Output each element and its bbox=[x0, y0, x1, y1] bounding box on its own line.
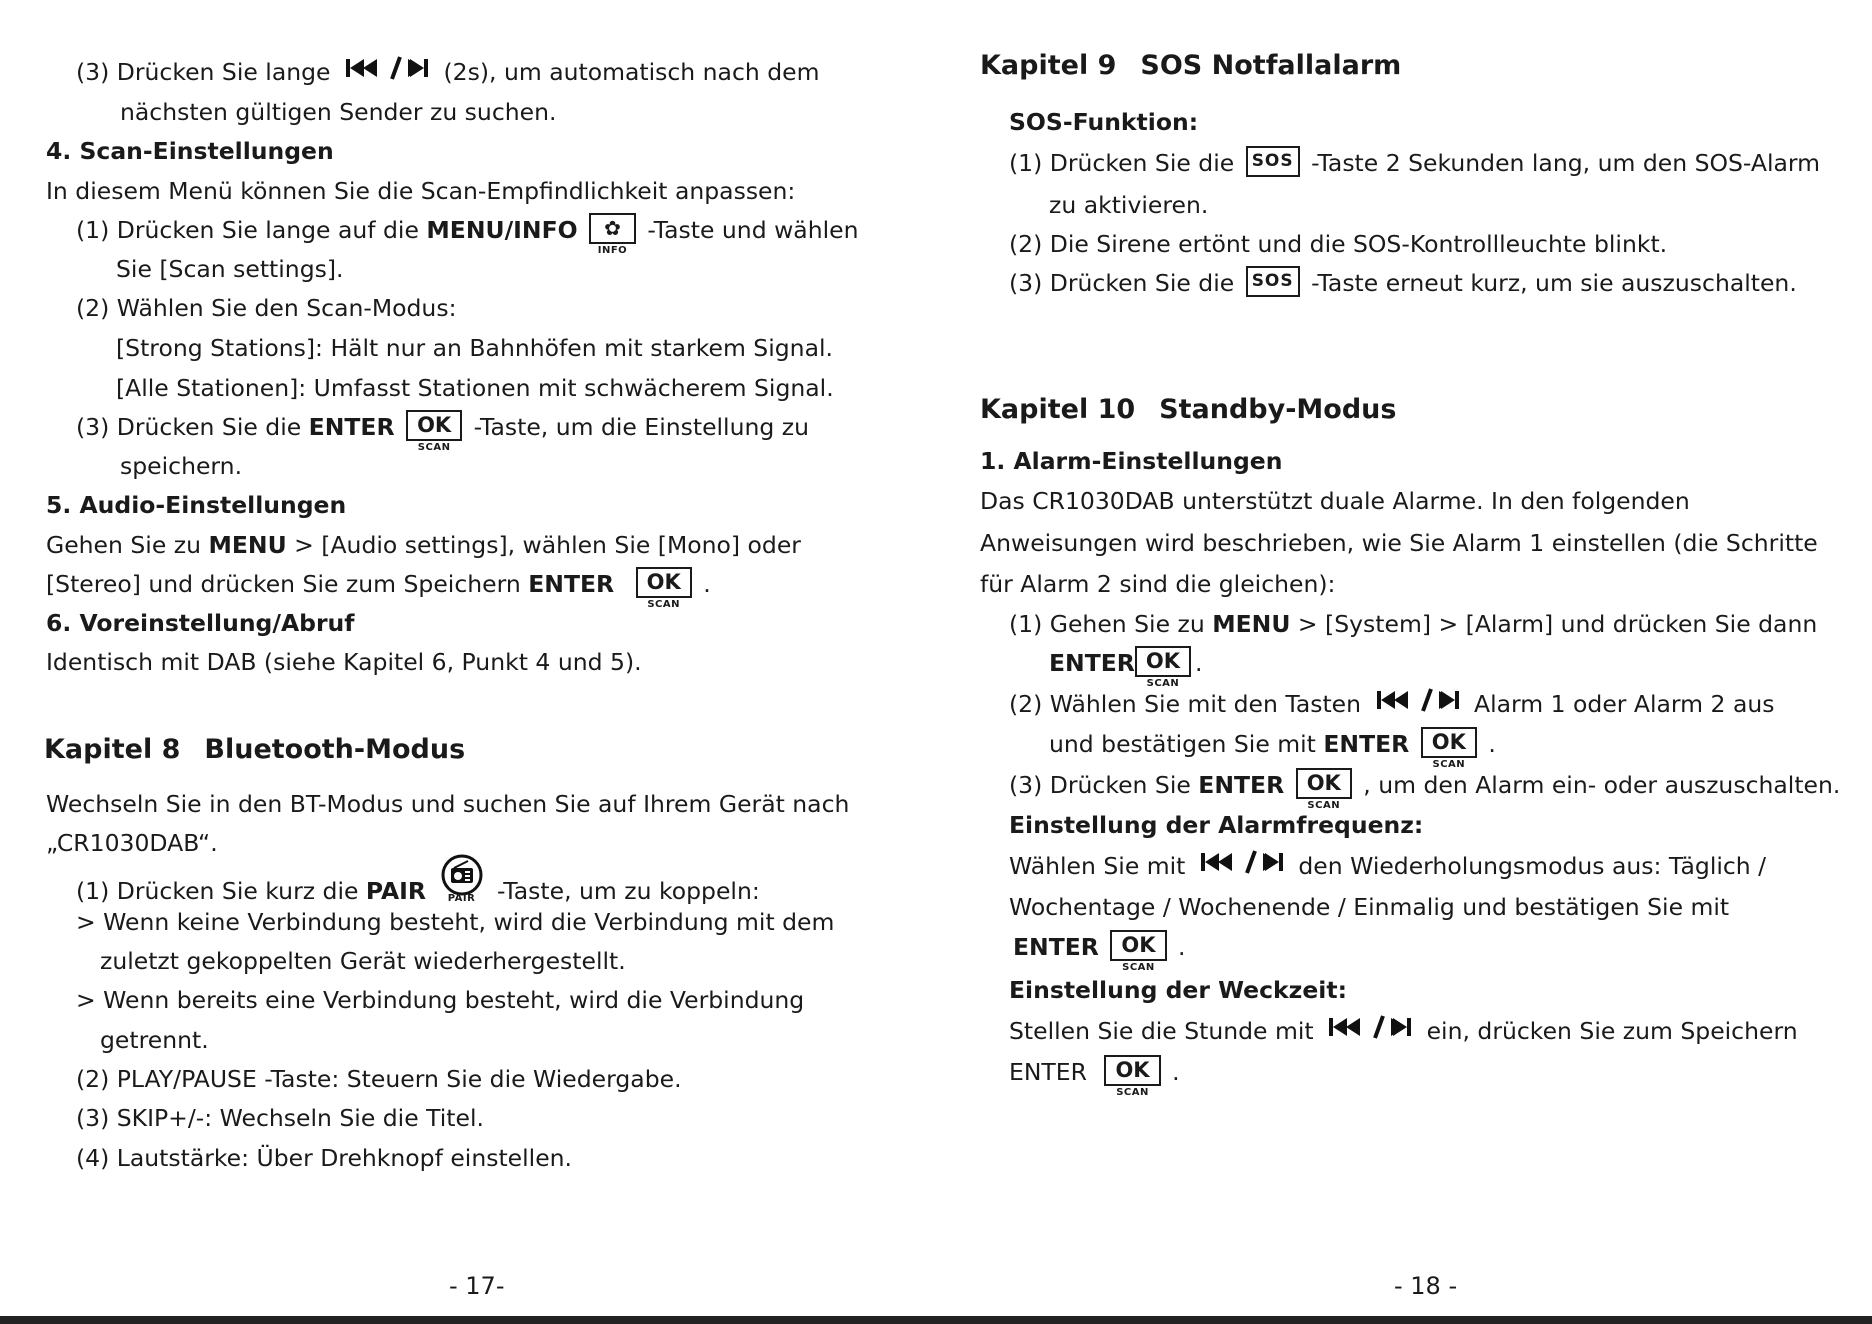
text-line: ENTER OK SCAN . bbox=[1013, 932, 1185, 964]
skip-back-forward-icon bbox=[344, 55, 430, 88]
text-line: ENTER OK SCAN . bbox=[1009, 1057, 1180, 1089]
radio-pair-icon: PAIR bbox=[440, 853, 484, 904]
text-line: (3) Drücken Sie die ENTER OK SCAN -Taste, um die Einstellung zu bbox=[76, 412, 809, 444]
text-line: (2) Wählen Sie mit den Tasten Alarm 1 oder Alarm 2 aus bbox=[1009, 689, 1775, 722]
page-number: - 18 - bbox=[1394, 1272, 1458, 1300]
text-line: speichern. bbox=[120, 452, 243, 480]
text-line: [Strong Stations]: Hält nur an Bahnhöfen mit starkem Signal. bbox=[116, 334, 833, 362]
text-line: Das CR1030DAB unterstützt duale Alarme. In den folgenden bbox=[980, 487, 1690, 515]
text-line: > Wenn bereits eine Verbindung besteht, wird die Verbindung bbox=[76, 986, 805, 1014]
ok-key: OK SCAN bbox=[1296, 768, 1352, 799]
skip-back-forward-icon bbox=[1375, 687, 1461, 720]
sos-key: SOS bbox=[1246, 146, 1300, 177]
ok-key: OK SCAN bbox=[406, 410, 462, 441]
skip-back-forward-icon bbox=[1327, 1014, 1413, 1047]
text-line: Stellen Sie die Stunde mit ein, drücken Sie zum Speichern bbox=[1009, 1016, 1798, 1049]
text-line: Anweisungen wird beschrieben, wie Sie Alarm 1 einstellen (die Schritte bbox=[980, 529, 1818, 557]
text-line: (3) Drücken Sie ENTER OK SCAN , um den Alarm ein- oder auszuschalten. bbox=[1009, 770, 1840, 802]
ok-key: OK SCAN bbox=[1110, 930, 1166, 961]
text-line: Identisch mit DAB (siehe Kapitel 6, Punkt 4 und 5). bbox=[46, 648, 642, 676]
section-heading: SOS-Funktion: bbox=[1009, 108, 1199, 136]
text-line: [Stereo] und drücken Sie zum Speichern ENTER OK SCAN . bbox=[46, 569, 711, 601]
text-line: Wechseln Sie in den BT-Modus und suchen Sie auf Ihrem Gerät nach bbox=[46, 790, 850, 818]
section-heading: 6. Voreinstellung/Abruf bbox=[46, 609, 355, 637]
text-line: (1) Drücken Sie die SOS -Taste 2 Sekunden lang, um den SOS-Alarm bbox=[1009, 148, 1820, 180]
text-line: (1) Gehen Sie zu MENU > [System] > [Alarm] und drücken Sie dann bbox=[1009, 610, 1818, 638]
text-line: Sie [Scan settings]. bbox=[116, 255, 344, 283]
text-line: (1) Drücken Sie lange auf die MENU/INFO ✿ INFO -Taste und wählen bbox=[76, 215, 859, 247]
text-line: und bestätigen Sie mit ENTER OK SCAN . bbox=[1049, 729, 1496, 761]
text-line: „CR1030DAB“. bbox=[46, 829, 218, 857]
text-line: (3) Drücken Sie die SOS -Taste erneut kurz, um sie auszuschalten. bbox=[1009, 268, 1797, 300]
text-line: Gehen Sie zu MENU > [Audio settings], wählen Sie [Mono] oder bbox=[46, 531, 801, 559]
chapter-heading: Kapitel 9 SOS Notfallalarm bbox=[980, 50, 1402, 81]
text-line: zu aktivieren. bbox=[1049, 191, 1209, 219]
text-line: (2) Die Sirene ertönt und die SOS-Kontrollleuchte blinkt. bbox=[1009, 230, 1668, 258]
skip-back-forward-icon bbox=[1199, 849, 1285, 882]
section-heading: 1. Alarm-Einstellungen bbox=[980, 447, 1283, 475]
text-line: für Alarm 2 sind die gleichen): bbox=[980, 570, 1336, 598]
page-number: - 17- bbox=[449, 1272, 505, 1300]
text-line: getrennt. bbox=[100, 1026, 209, 1054]
ok-key: OK SCAN bbox=[1104, 1055, 1160, 1086]
bottom-edge-bar bbox=[0, 1316, 1872, 1324]
info-key: ✿ INFO bbox=[589, 213, 636, 244]
text-line: > Wenn keine Verbindung besteht, wird die Verbindung mit dem bbox=[76, 908, 835, 936]
ok-key: OK SCAN bbox=[1135, 646, 1191, 677]
chapter-heading: Kapitel 8 Bluetooth-Modus bbox=[44, 734, 466, 765]
text-line: (4) Lautstärke: Über Drehknopf einstellen. bbox=[76, 1144, 573, 1172]
sos-key: SOS bbox=[1246, 266, 1300, 297]
ok-key: OK SCAN bbox=[1421, 727, 1477, 758]
text-line: (1) Drücken Sie kurz die PAIR PAIR -Taste, um zu koppeln: bbox=[76, 867, 760, 918]
section-heading: Einstellung der Alarmfrequenz: bbox=[1009, 811, 1424, 839]
text-line: (2) PLAY/PAUSE -Taste: Steuern Sie die Wiedergabe. bbox=[76, 1065, 682, 1093]
ok-key: OK SCAN bbox=[636, 567, 692, 598]
text-line: Wochentage / Wochenende / Einmalig und bestätigen Sie mit bbox=[1009, 893, 1730, 921]
text-line: zuletzt gekoppelten Gerät wiederhergestellt. bbox=[100, 947, 626, 975]
section-heading: 4. Scan-Einstellungen bbox=[46, 137, 334, 165]
text-line: In diesem Menü können Sie die Scan-Empfindlichkeit anpassen: bbox=[46, 177, 796, 205]
text-line: nächsten gültigen Sender zu suchen. bbox=[120, 98, 557, 126]
text-line: (2) Wählen Sie den Scan-Modus: bbox=[76, 294, 457, 322]
text-line: (3) Drücken Sie lange (2s), um automatisch nach dem bbox=[76, 57, 820, 90]
text-line: Wählen Sie mit den Wiederholungsmodus aus: Täglich / bbox=[1009, 851, 1766, 884]
section-heading: Einstellung der Weckzeit: bbox=[1009, 976, 1347, 1004]
text-line: [Alle Stationen]: Umfasst Stationen mit schwächerem Signal. bbox=[116, 374, 834, 402]
text-line: (3) SKIP+/-: Wechseln Sie die Titel. bbox=[76, 1104, 484, 1132]
text-line: ENTER OK SCAN . bbox=[1049, 648, 1203, 680]
section-heading: 5. Audio-Einstellungen bbox=[46, 491, 347, 519]
gear-icon: ✿ bbox=[604, 216, 621, 240]
chapter-heading: Kapitel 10 Standby-Modus bbox=[980, 394, 1397, 425]
